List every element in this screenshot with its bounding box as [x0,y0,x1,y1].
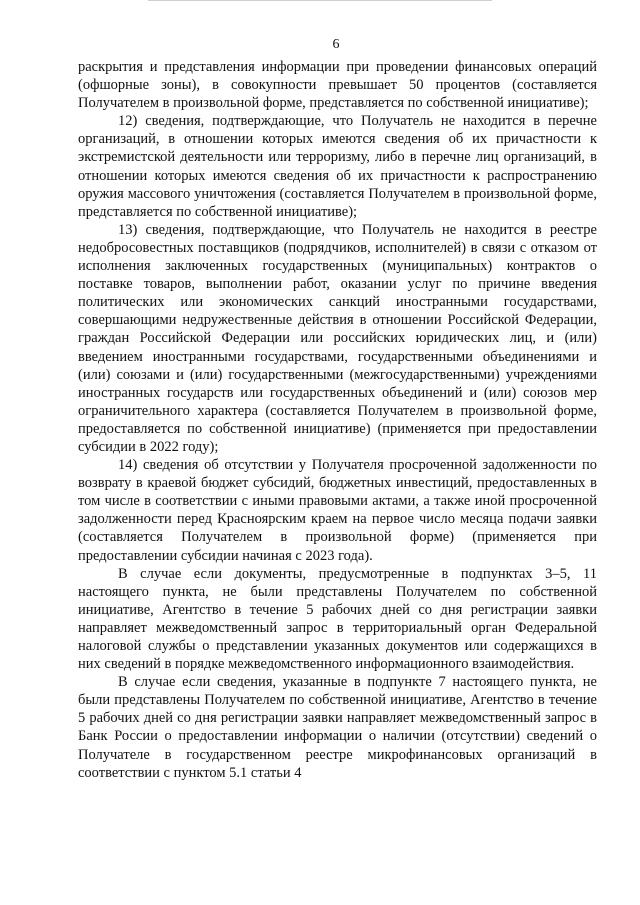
paragraph-continuation: раскрытия и представления информации при проведении финансовых операций (офшорные зоны), в совокупности превышает 50 процентов (составляется Получателем в произвольной форме, представляется по собственной инициативе); [78,59,597,112]
paragraph-tax-request: В случае если документы, предусмотренные в подпунктах 3–5, 11 настоящего пункта, не были представлены Получателем по собственной инициативе, Агентство в течение 5 рабочих дней со дня регистрации заявки направляет межведомственный запрос в территориальный орган Федеральной налоговой службы о представлении указанных документов или содержащихся в них сведений в порядке межведомственного информационного взаимодействия. [78,565,597,673]
top-rule [148,0,492,1]
paragraph-item-13: 13) сведения, подтверждающие, что Получатель не находится в реестре недобросовестных поставщиков (подрядчиков, исполнителей) в связи с отказом от исполнения заключенных государственных (муниципальных) контрактов о поставке товаров, выполнении работ, оказании услуг по причине введения политических или экономических санкций иностранными государствами, совершающими недружественные действия в отношении Российской Федерации, граждан Российской Федерации или российских юридических лиц, и (или) введением иностранными государствами, государственными объединениями и (или) союзами и (или) государственными (межгосударственными) учреждениями иностранных государств или государственных объединений и (или) союзов мер ограничительного характера (составляется Получателем в произвольной форме, предоставляется по собственной инициативе) (применяется при предоставлении субсидии в 2022 году); [78,221,597,455]
page-number: 6 [332,37,340,52]
document-body [78,58,597,782]
paragraph-item-14: 14) сведения об отсутствии у Получателя просроченной задолженности по возврату в краевой бюджет субсидий, бюджетных инвестиций, предоставленных в том числе в соответствии с иными правовыми актами, а также иной просроченной задолженности перед Красноярским краем на первое число месяца подачи заявки (составляется Получателем в произвольной форме) (применяется при предоставлении субсидии начиная с 2023 года). [78,457,597,564]
paragraph-item-12: 12) сведения, подтверждающие, что Получатель не находится в перечне организаций, в отношении которых имеются сведения об их причастности к экстремистской деятельности или терроризму, либо в перечне лиц организаций, в отношении которых имеются сведения об их причастности к распространению оружия массового уничтожения (составляется Получателем в произвольной форме, представляется по собственной инициативе); [78,113,597,220]
paragraph-bank-request: В случае если сведения, указанные в подпункте 7 настоящего пункта, не были представлены Получателем по собственной инициативе, Агентство в течение 5 рабочих дней со дня регистрации заявки направляет межведомственный запрос в Банк России о предоставлении информации о наличии (отсутствии) сведений о Получателе в государственном реестре микрофинансовых организаций в соответствии с пунктом 5.1 статьи 4 [78,674,597,781]
